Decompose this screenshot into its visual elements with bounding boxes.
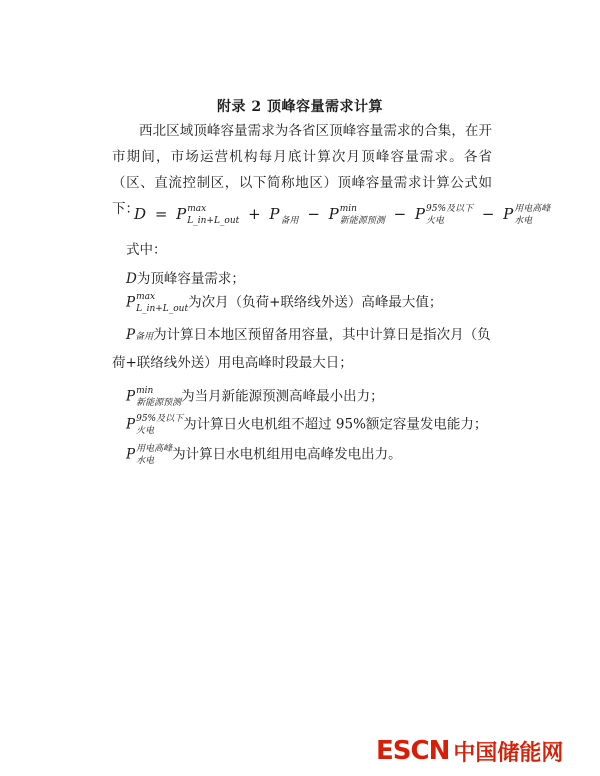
formula-term-renewable: P min 新能源预测 xyxy=(328,204,385,226)
logo-chinese: 中国储能网 xyxy=(453,740,564,766)
def-d xyxy=(126,269,245,289)
def-reserve-text: 为计算日本地区预留备用容量，其中计算日是指次月（负荷+联络线外送）用电高峰时段最大日； xyxy=(112,327,491,371)
def-hydro-text: 为计算日水电机组用电高峰发电出力。 xyxy=(172,446,402,463)
formula-minus-3: − xyxy=(481,205,495,223)
formula-term-load: P max L_in+L_out xyxy=(176,204,240,226)
def-reserve: P备用为计算日本地区预留备用容量，其中计算日是指次月（负荷+联络线外送）用电高峰时段最大日； xyxy=(112,327,491,371)
def-hydro-symbol: P xyxy=(126,446,136,463)
def-thermal-text: 为计算日火电机组不超过 95%额定容量发电能力； xyxy=(183,416,488,433)
def-load-symbol: P xyxy=(126,294,136,311)
page-title: 附录 2 顶峰容量需求计算 xyxy=(217,99,383,115)
def-d-symbol: D xyxy=(126,271,137,287)
formula-minus-1: − xyxy=(307,205,320,223)
def-hydro: P 用电高峰 水电 为计算日水电机组用电高峰发电出力。 xyxy=(126,444,402,466)
def-thermal-symbol: P xyxy=(126,416,136,433)
formula-minus-2: − xyxy=(393,205,407,223)
def-renewable-min: P min 新能源预测 为当月新能源预测高峰最小出力； xyxy=(126,386,384,408)
formula-equals: = xyxy=(154,205,168,223)
def-renewable-text: 为当月新能源预测高峰最小出力； xyxy=(181,388,384,405)
where-label: 式中： xyxy=(126,242,167,258)
def-renewable-symbol: P xyxy=(126,388,136,405)
capacity-formula xyxy=(134,204,551,226)
def-reserve-symbol: P xyxy=(126,327,136,343)
logo-latin: ESCN xyxy=(376,736,450,766)
def-load-text: 为次月（负荷+联络线外送）高峰最大值； xyxy=(188,294,443,311)
formula-term-reserve: P 备用 xyxy=(269,205,299,226)
escn-logo xyxy=(376,736,576,766)
intro-paragraph: 西北区域顶峰容量需求为各省区顶峰容量需求的合集，在开市期间，市场运营机构每月底计算次月顶峰容量需求。各省（区、直流控制区，以下简称地区）顶峰容量需求计算公式如下： xyxy=(112,123,492,217)
def-d-text: 为顶峰容量需求； xyxy=(136,271,245,287)
def-thermal: P 95%及以下 火电 为计算日火电机组不超过 95%额定容量发电能力； xyxy=(126,414,488,436)
formula-term-thermal: P 95%及以下 火电 xyxy=(414,204,474,226)
def-load-max: P max L_in+L_out 为次月（负荷+联络线外送）高峰最大值； xyxy=(126,292,443,314)
formula-plus: + xyxy=(248,205,261,223)
formula-lhs: D xyxy=(134,205,147,223)
formula-term-hydro: P 用电高峰 水电 xyxy=(503,204,551,226)
